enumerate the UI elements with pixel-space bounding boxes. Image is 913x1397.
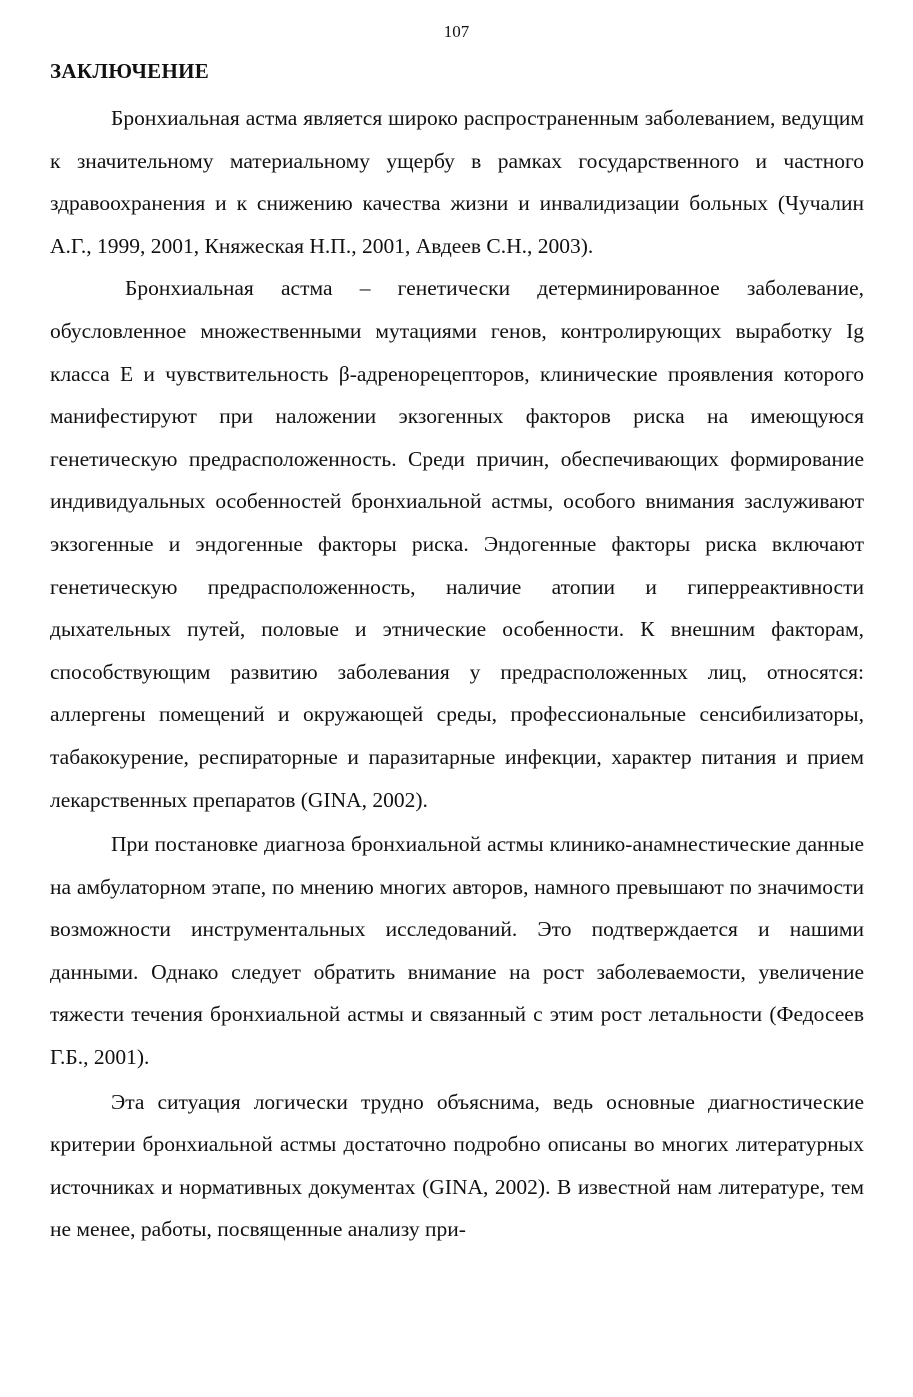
paragraph-4: Эта ситуация логически трудно объяснима, ведь основные диагностические критерии бронхиальной астмы достаточно подробно описаны во многих литературных источниках и нормативных документах (GINA, 2002). В известной нам литературе, тем не менее, работы, посвященные анализу при- bbox=[50, 1089, 864, 1242]
paragraph-2: Бронхиальная астма – генетически детерминированное заболевание, обусловленное множественными мутациями генов, контролирующих выработку Ig класса Е и чувствительность β-адренорецепторов, клинические проявления которого манифестируют при наложении экзогенных факторов риска на имеющуюся генетическую предрасположенность. Среди причин, обеспечивающих формирование индивидуальных особенностей бронхиальной астмы, особого внимания заслуживают экзогенные и эндогенные факторы риска. Эндогенные факторы риска включают генетическую предрасположенность, наличие атопии и гиперреактивности дыхательных путей, половые и этнические особенности. К внешним факторам, способствующим развитию заболевания у предрасположенных лиц, относятся: аллергены помещений и окружающей среды, профессиональные сенсибилизаторы, табакокурение, респираторные и паразитарные инфекции, характер питания и прием лекарственных препаратов (GINA, 2002). bbox=[50, 276, 864, 812]
page-number: 107 bbox=[443, 22, 470, 41]
paragraph-3: При постановке диагноза бронхиальной астмы клинико-анамнестические данные на амбулаторном этапе, по мнению многих авторов, намного превышают по значимости возможности инструментальных исследований. Это подтверждается и нашими данными. Однако следует обратить внимание на рост заболеваемости, увеличение тяжести течения бронхиальной астмы и связанный с этим рост летальности (Федосеев Г.Б., 2001). bbox=[50, 832, 864, 1070]
section-heading: ЗАКЛЮЧЕНИЕ bbox=[50, 59, 210, 83]
paragraph-1: Бронхиальная астма является широко распространенным заболеванием, ведущим к значительному материальному ущербу в рамках государственного и частного здравоохранения и к снижению качества жизни и инвалидизации больных (Чучалин А.Г., 1999, 2001, Княжеская Н.П., 2001, Авдеев С.Н., 2003). bbox=[50, 106, 864, 258]
body-text bbox=[50, 97, 864, 1251]
